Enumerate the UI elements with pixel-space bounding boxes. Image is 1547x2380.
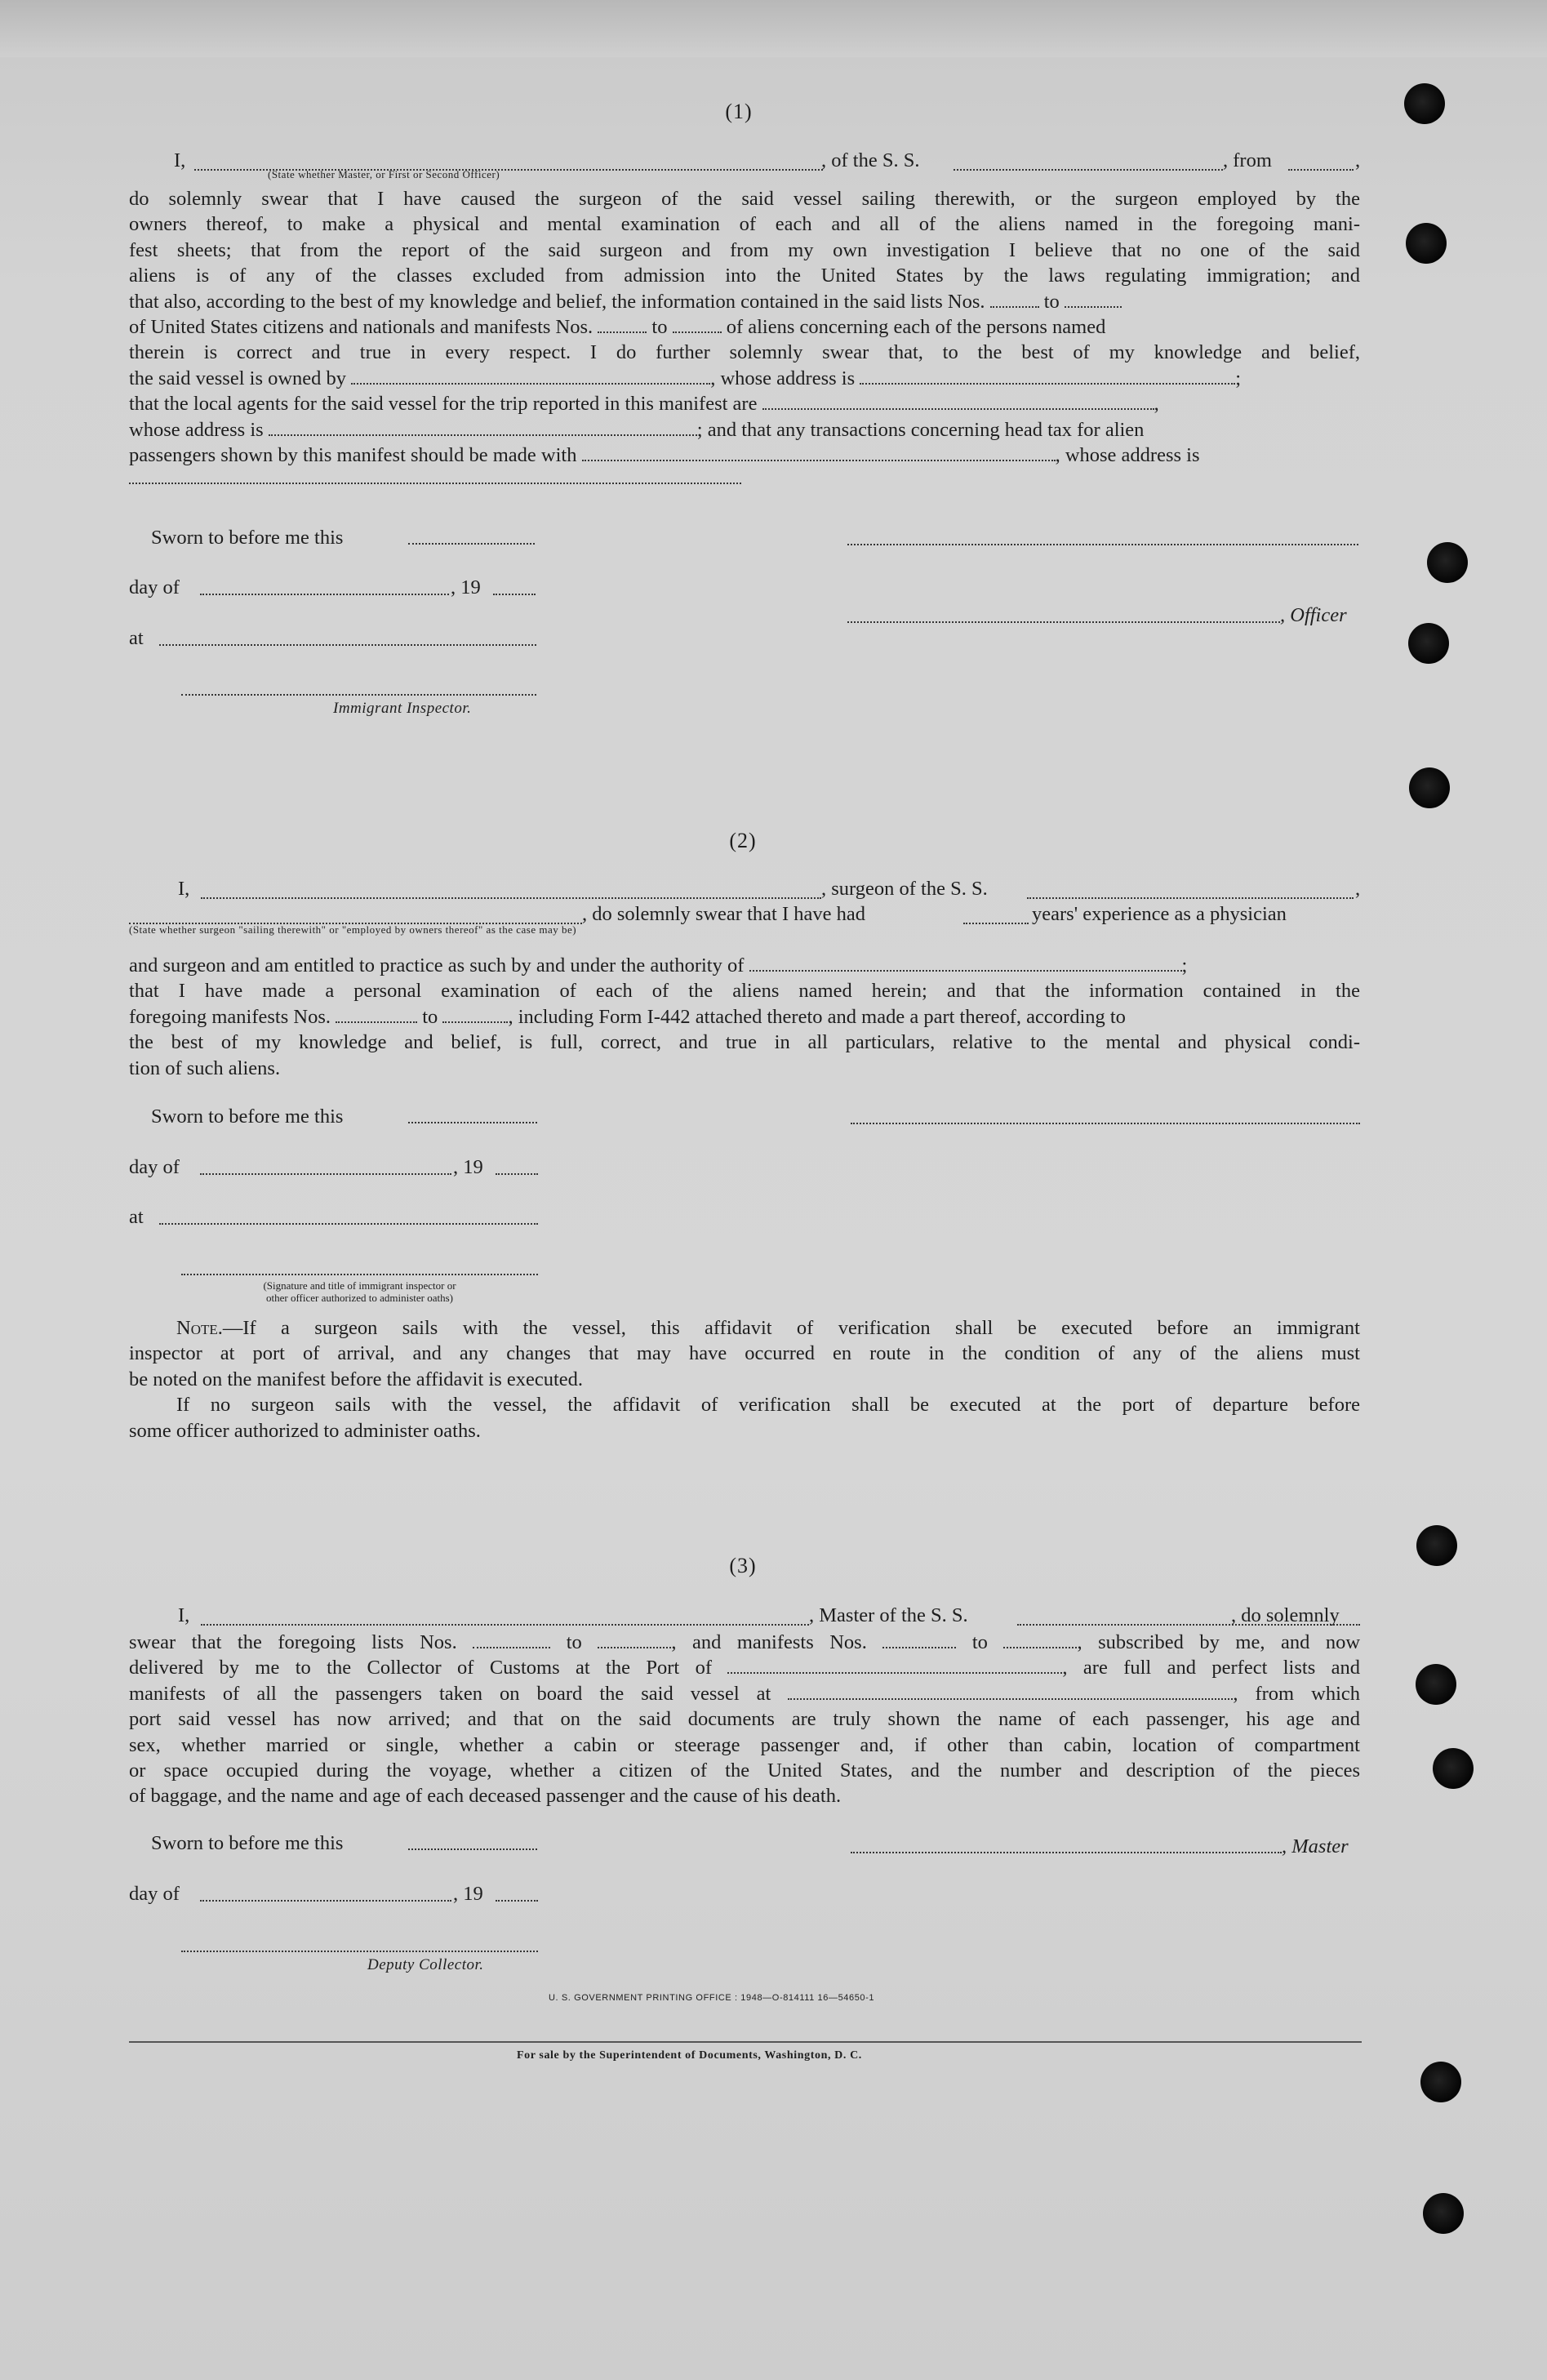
- text: foregoing manifests Nos.: [129, 1005, 331, 1028]
- binder-hole: [1427, 542, 1468, 583]
- text-from: , from: [1223, 149, 1272, 171]
- s3-line-1: [129, 1604, 1360, 1630]
- note-label: Note.: [176, 1317, 223, 1339]
- text: , surgeon of the S. S.: [821, 878, 988, 900]
- s2-manifests-to-field[interactable]: [442, 1007, 508, 1023]
- s1-sworn-date-field[interactable]: [408, 543, 535, 545]
- s2-day-of-label: day of: [129, 1156, 180, 1178]
- s1-day-of-label: day of: [129, 576, 180, 598]
- binder-hole: [1406, 223, 1447, 264]
- authority-field[interactable]: [749, 955, 1182, 972]
- s3-master-label: , Master: [1282, 1835, 1349, 1857]
- text-i: I,: [174, 149, 186, 171]
- s1-para-line: [129, 289, 1360, 314]
- text: , are full and perfect lists and: [1062, 1657, 1361, 1679]
- s2-year-label: , 19: [453, 1156, 483, 1178]
- text: ;: [1181, 954, 1188, 976]
- master-name-field[interactable]: [201, 1609, 809, 1626]
- text: the said vessel is owned by: [129, 367, 347, 389]
- s2-year-field[interactable]: [496, 1173, 538, 1175]
- text: to: [566, 1631, 582, 1653]
- s1-para-line: therein is correct and true in every respect. I do further solemnly swear that, to the best of my knowledge and belief,: [129, 341, 1360, 364]
- surgeon-caption: (State whether surgeon "sailing therewith" or "employed by owners thereof" as the case may be): [129, 923, 577, 936]
- s1-sworn-label: Sworn to before me this: [151, 527, 344, 549]
- s1-inspector-signature-field[interactable]: [181, 694, 536, 696]
- s2-ship-field[interactable]: [1027, 883, 1354, 899]
- s1-para-line: [129, 443, 1360, 468]
- s1-para-line: [129, 417, 1360, 443]
- s1-inspector-caption: Immigrant Inspector.: [333, 700, 472, 717]
- s3-para-line: or space occupied during the voyage, whether a citizen of the United States, and the number and description of the pieces: [129, 1759, 1360, 1782]
- text: passengers shown by this manifest should be made with: [129, 444, 577, 467]
- text: , from which: [1233, 1682, 1360, 1705]
- s1-para-line: do solemnly swear that I have caused the surgeon of the said vessel sailing therewith, or the surgeon employed by the: [129, 188, 1360, 210]
- text: delivered by me to the Collector of Customs at the Port of: [129, 1657, 713, 1679]
- s2-para-line: the best of my knowledge and belief, is full, correct, and true in all particulars, relative to the mental and physical condi-: [129, 1031, 1360, 1054]
- text: to: [651, 316, 668, 339]
- text: , including Form I-442 attached thereto and made a part thereof, according to: [508, 1005, 1126, 1028]
- caption-line: (Signature and title of immigrant inspector or: [263, 1279, 456, 1292]
- s2-sworn-label: Sworn to before me this: [151, 1105, 344, 1128]
- note-line: some officer authorized to administer oaths.: [129, 1419, 481, 1442]
- text: ,: [1355, 878, 1361, 900]
- scan-top-shadow: [0, 0, 1547, 57]
- note-block: [129, 1315, 1360, 1444]
- s1-year-label: , 19: [451, 576, 481, 598]
- agents-address-field[interactable]: [269, 420, 697, 436]
- s1-para-line: [129, 391, 1360, 416]
- section-2-oath: [129, 878, 1360, 1081]
- s3-lists-to-field[interactable]: [598, 1632, 671, 1648]
- s1-officer-signature-field[interactable]: [847, 621, 1280, 623]
- s2-sworn-date-field[interactable]: [408, 1122, 537, 1123]
- text: years' experience as a physician: [1032, 903, 1287, 925]
- text: , subscribed by me, and now: [1077, 1631, 1361, 1653]
- text: to: [971, 1631, 988, 1653]
- section-1-number: (1): [725, 100, 753, 123]
- s1-para-line: [129, 366, 1360, 391]
- years-experience-field[interactable]: [963, 908, 1029, 924]
- section-3-oath: [129, 1604, 1360, 1809]
- s3-year-label: , 19: [453, 1883, 483, 1905]
- address-line-row: [129, 468, 1360, 487]
- boarding-port-field[interactable]: [788, 1684, 1233, 1700]
- s2-manifests-from-field[interactable]: [336, 1007, 417, 1023]
- s2-line-1: [129, 878, 1360, 903]
- owner-field[interactable]: [351, 368, 710, 385]
- s3-master-signature-field[interactable]: [851, 1852, 1282, 1853]
- binder-hole: [1433, 1748, 1474, 1789]
- s2-inspector-signature-field[interactable]: [181, 1274, 538, 1275]
- s3-collector-caption: Deputy Collector.: [367, 1956, 484, 1973]
- text: to: [422, 1005, 438, 1028]
- manifests-from-field[interactable]: [598, 317, 647, 333]
- printing-office-line: U. S. GOVERNMENT PRINTING OFFICE : 1948—O-814111 16—54650-1: [549, 1993, 875, 2003]
- s3-lists-from-field[interactable]: [473, 1632, 550, 1648]
- s3-sworn-label: Sworn to before me this: [151, 1832, 344, 1854]
- head-tax-party-field[interactable]: [582, 445, 1056, 461]
- text: whose address is: [129, 418, 264, 441]
- text: swear that the foregoing lists Nos.: [129, 1631, 457, 1653]
- text: —If a surgeon sails with the vessel, this affidavit of verification shall be executed before an immigrant: [222, 1317, 1360, 1339]
- s1-officer-label: , Officer: [1280, 604, 1347, 626]
- note-line: inspector at port of arrival, and any changes that may have occurred en route in the condition of any of the aliens must: [129, 1342, 1360, 1365]
- text: to: [1043, 290, 1060, 313]
- surgeon-status-field[interactable]: [129, 908, 582, 924]
- text: that the local agents for the said vessel for the trip reported in this manifest are: [129, 393, 758, 416]
- s3-collector-signature-field[interactable]: [181, 1951, 538, 1952]
- binder-hole: [1408, 623, 1449, 664]
- text-comma: ,: [1355, 149, 1361, 171]
- s2-para-line: that I have made a personal examination of each of the aliens named herein; and that the information contained in the: [129, 980, 1360, 1003]
- caption-line: other officer authorized to administer oaths): [266, 1292, 453, 1304]
- s1-para-line: fest sheets; that from the report of the said surgeon and from my own investigation I believe that no one of the said: [129, 238, 1360, 261]
- section-2-number: (2): [729, 829, 757, 852]
- agents-field[interactable]: [762, 394, 1154, 410]
- text: , do solemnly swear that I have had: [582, 903, 865, 925]
- s3-month-field[interactable]: [200, 1900, 451, 1902]
- s3-para-line: port said vessel has now arrived; and that on the said documents are truly shown the name of each passenger, his age and: [129, 1708, 1360, 1731]
- binder-hole: [1404, 83, 1445, 124]
- s1-para-line: aliens is of any of the classes excluded from admission into the United States by the laws regulating immigration; and: [129, 265, 1360, 287]
- head-tax-address-field[interactable]: [129, 468, 741, 484]
- lists-from-field[interactable]: [990, 291, 1039, 308]
- s1-signature-field[interactable]: [847, 544, 1358, 545]
- s2-at-label: at: [129, 1206, 144, 1228]
- lists-to-field[interactable]: [1065, 291, 1122, 308]
- text: ;: [1235, 367, 1242, 389]
- text: of aliens concerning each of the persons named: [726, 316, 1106, 339]
- port-of-field[interactable]: [727, 1657, 1062, 1674]
- text: manifests of all the passengers taken on board the said vessel at: [129, 1682, 771, 1705]
- text: I,: [178, 878, 190, 900]
- text: that also, according to the best of my knowledge and belief, the information contained in the said lists Nos.: [129, 290, 985, 313]
- text: , and manifests Nos.: [671, 1631, 867, 1653]
- binder-hole: [1416, 1525, 1457, 1566]
- binder-hole: [1416, 1664, 1456, 1705]
- s1-at-label: at: [129, 627, 144, 649]
- s2-para-line: [129, 1004, 1360, 1030]
- text: ,: [1154, 393, 1159, 416]
- s3-para-line: of baggage, and the name and age of each deceased passenger and the cause of his death.: [129, 1785, 842, 1808]
- s3-para-line: [129, 1681, 1360, 1706]
- text-of-ss: , of the S. S.: [821, 149, 920, 171]
- s3-para-line: sex, whether married or single, whether a cabin or steerage passenger and, if other than cabin, location of compartment: [129, 1733, 1360, 1756]
- s3-sworn-date-field[interactable]: [408, 1848, 537, 1850]
- s2-month-field[interactable]: [200, 1173, 451, 1175]
- s1-place-field[interactable]: [159, 644, 536, 646]
- s3-manifests-from-field[interactable]: [882, 1632, 956, 1648]
- text: , whose address is: [1055, 444, 1200, 467]
- footer-rule: [129, 2041, 1362, 2043]
- text: ; and that any transactions concerning head tax for alien: [696, 418, 1145, 441]
- owner-address-field[interactable]: [860, 368, 1235, 385]
- text: of United States citizens and nationals and manifests Nos.: [129, 316, 593, 339]
- text: I,: [178, 1604, 190, 1626]
- text: , Master of the S. S.: [809, 1604, 968, 1626]
- surgeon-name-field[interactable]: [201, 883, 821, 899]
- s3-day-of-label: day of: [129, 1883, 180, 1905]
- s1-month-field[interactable]: [200, 594, 449, 595]
- s1-para-line: owners thereof, to make a physical and mental examination of each and all of the aliens named in the foregoing mani-: [129, 213, 1360, 236]
- binder-hole: [1420, 2062, 1461, 2102]
- s2-para-line: tion of such aliens.: [129, 1057, 281, 1079]
- note-line: be noted on the manifest before the affidavit is executed.: [129, 1368, 584, 1390]
- s1-para-line: [129, 314, 1360, 340]
- s2-place-field[interactable]: [159, 1223, 538, 1225]
- s3-para-line: [129, 1630, 1360, 1655]
- note-line: If no surgeon sails with the vessel, the affidavit of verification shall be executed at the port of departure before: [176, 1394, 1360, 1417]
- text: , do solemnly: [1231, 1604, 1340, 1626]
- s2-surgeon-signature-field[interactable]: [851, 1123, 1360, 1124]
- s3-manifests-to-field[interactable]: [1003, 1632, 1077, 1648]
- section-1-oath: [129, 149, 1360, 487]
- section-3-number: (3): [729, 1554, 757, 1577]
- manifests-to-field[interactable]: [673, 317, 722, 333]
- text: , whose address is: [710, 367, 856, 389]
- s2-para-line: [129, 953, 1360, 978]
- s1-year-field[interactable]: [493, 594, 536, 595]
- s3-para-line: [129, 1655, 1360, 1680]
- binder-hole: [1409, 767, 1450, 808]
- s3-year-field[interactable]: [496, 1900, 538, 1902]
- for-sale-line: For sale by the Superintendent of Documents, Washington, D. C.: [517, 2049, 862, 2062]
- binder-hole: [1423, 2193, 1464, 2234]
- s2-signature-caption: [181, 1279, 538, 1304]
- officer-caption: (State whether Master, or First or Second Officer): [268, 168, 500, 180]
- text: and surgeon and am entitled to practice as such by and under the authority of: [129, 954, 745, 976]
- note-line: [129, 1315, 1360, 1341]
